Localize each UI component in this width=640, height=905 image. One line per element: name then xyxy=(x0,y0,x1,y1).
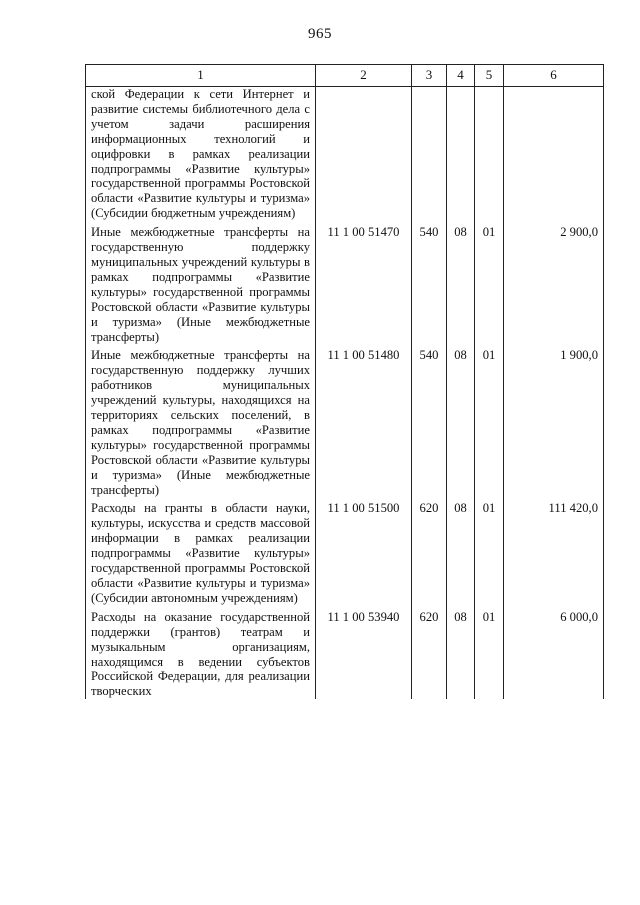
row-description: ской Федерации к сети Интернет и развитие системы библиотечного дела с учетом задачи расширения информационных технологий и оцифровки в рамках реализации подпрограммы «Развитие культуры» государственной программы Ростовской области «Развитие культуры и туризма» (Субсидии бюджетным учреждениям) xyxy=(86,87,316,222)
row-section: 08 xyxy=(447,348,475,497)
row-section: 08 xyxy=(447,610,475,699)
budget-table xyxy=(85,64,604,699)
header-col-4: 4 xyxy=(447,65,475,87)
header-col-2: 2 xyxy=(316,65,412,87)
row-amount: 6 000,0 xyxy=(504,610,604,699)
header-col-1: 1 xyxy=(86,65,316,87)
header-row xyxy=(86,65,604,87)
row-target-code: 11 1 00 51480 xyxy=(316,348,412,497)
row-amount: 111 420,0 xyxy=(504,501,604,605)
row-description: Расходы на гранты в области науки, культуры, искусства и средств массовой информации в рамках реализации подпрограммы «Развитие культуры» государственной программы Ростовской области «Развитие культуры и туризма» (Субсидии автономным учреждениям) xyxy=(86,501,316,605)
row-section: 08 xyxy=(447,501,475,605)
row-expense-type xyxy=(412,87,447,222)
row-subsection: 01 xyxy=(475,225,504,344)
row-expense-type: 620 xyxy=(412,610,447,699)
row-description: Иные межбюджетные трансферты на государственную поддержку муниципальных учреждений культуры в рамках подпрограммы «Развитие культуры» государственной программы Ростовской области «Развитие культуры и туризма» (Иные межбюджетные трансферты) xyxy=(86,225,316,344)
row-section xyxy=(447,87,475,222)
header-col-6: 6 xyxy=(504,65,604,87)
row-target-code: 11 1 00 51470 xyxy=(316,225,412,344)
row-target-code: 11 1 00 53940 xyxy=(316,610,412,699)
row-subsection xyxy=(475,87,504,222)
header-col-5: 5 xyxy=(475,65,504,87)
row-amount: 1 900,0 xyxy=(504,348,604,497)
table-row xyxy=(86,348,604,497)
page-number: 965 xyxy=(308,26,332,42)
row-target-code xyxy=(316,87,412,222)
table-row xyxy=(86,87,604,222)
row-section: 08 xyxy=(447,225,475,344)
row-expense-type: 540 xyxy=(412,225,447,344)
row-subsection: 01 xyxy=(475,348,504,497)
row-amount xyxy=(504,87,604,222)
row-description: Иные межбюджетные трансферты на государственную поддержку лучших работников муниципальных учреждений культуры, находящихся на территориях сельских поселений, в рамках подпрограммы «Развитие культуры» государственной программы Ростовской области «Развитие культуры и туризма» (Иные межбюджетные трансферты) xyxy=(86,348,316,497)
row-description: Расходы на оказание государственной поддержки (грантов) театрам и музыкальным организациям, находящимся в ведении субъектов Российской Федерации, для реализации творческих xyxy=(86,610,316,699)
table-row xyxy=(86,501,604,605)
table-row xyxy=(86,610,604,699)
table-row xyxy=(86,225,604,344)
row-amount: 2 900,0 xyxy=(504,225,604,344)
row-expense-type: 540 xyxy=(412,348,447,497)
row-subsection: 01 xyxy=(475,501,504,605)
row-target-code: 11 1 00 51500 xyxy=(316,501,412,605)
row-expense-type: 620 xyxy=(412,501,447,605)
row-subsection: 01 xyxy=(475,610,504,699)
header-col-3: 3 xyxy=(412,65,447,87)
